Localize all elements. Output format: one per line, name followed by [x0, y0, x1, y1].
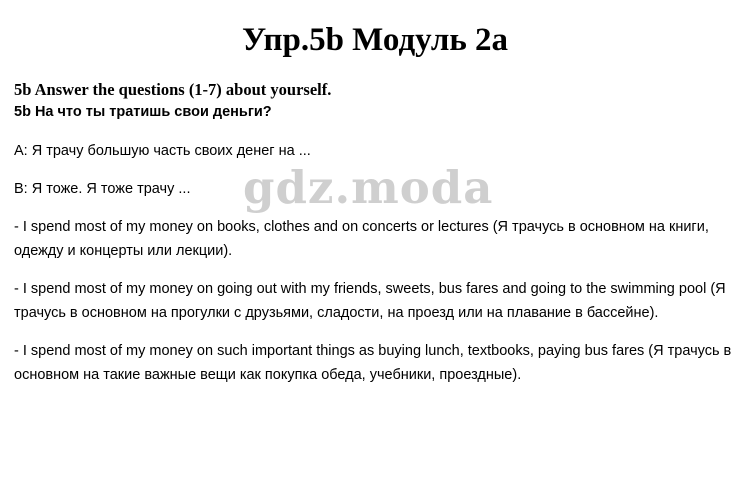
page-title: Упр.5b Модуль 2a — [241, 22, 509, 58]
exercise-heading-english: 5b Answer the questions (1-7) about yourself. — [14, 80, 332, 99]
answer-paragraph-2: - I spend most of my money on going out with my friends, sweets, bus fares and going to the swimming pool (Я трачусь в основном на прогулки с друзьями, сладости, на проезд или на плавание в бассейне). — [14, 281, 726, 321]
watermark-logo: gdz.moda — [243, 161, 494, 214]
dialog-line-b: B: Я тоже. Я тоже трачу ... — [14, 181, 191, 197]
answer-paragraph-1: - I spend most of my money on books, clothes and on concerts or lectures (Я трачусь в основном на книги, одежду и концерты или лекции). — [14, 219, 709, 259]
answer-paragraph-3: - I spend most of my money on such important things as buying lunch, textbooks, paying bus fares (Я трачусь в основном на такие важные вещи как покупка обеда, учебники, проездные). — [14, 343, 732, 383]
dialog-line-a: A: Я трачу большую часть своих денег на ... — [14, 143, 311, 159]
exercise-heading-russian: 5b На что ты тратишь свои деньги? — [14, 104, 272, 120]
document-body — [14, 79, 736, 401]
